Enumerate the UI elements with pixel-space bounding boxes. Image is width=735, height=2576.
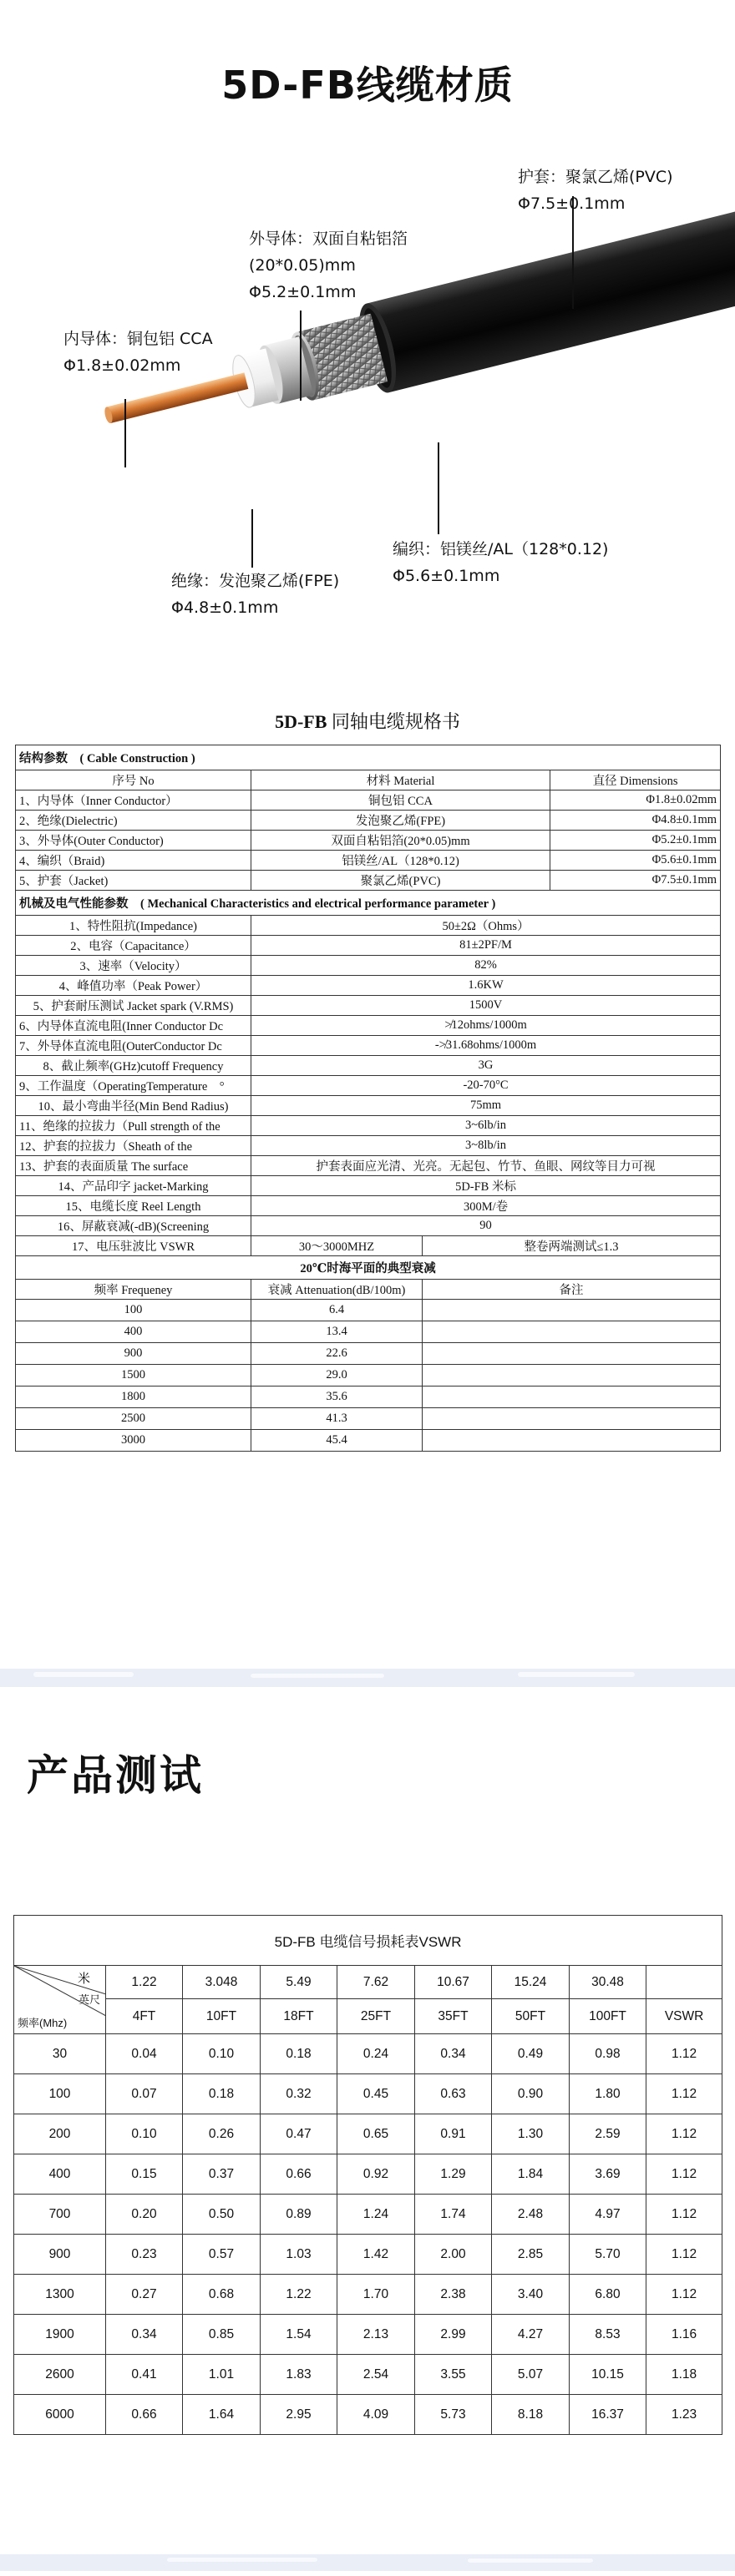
- loss-table-title: 5D-FB 电缆信号损耗表VSWR: [14, 1916, 722, 1966]
- mechanical-row: 7、外导体直流电阻(OuterConductor Dc -≯31.68ohms/1000m: [16, 1036, 721, 1056]
- jacket-layer: [352, 209, 735, 397]
- loss-row: 6000 0.66 1.64 2.95 4.09 5.73 8.18 16.37 1.23: [14, 2395, 722, 2435]
- attenuation-row: 900 22.6: [16, 1343, 721, 1365]
- mechanical-row: 8、截止频率(GHz)cutoff Frequency 3G: [16, 1056, 721, 1076]
- construction-row: 2、绝缘(Dielectric) 发泡聚乙烯(FPE) Φ4.8±0.1mm: [16, 811, 721, 831]
- outer-conductor-callout: 外导体：双面自粘铝箔 (20*0.05)mm Φ5.2±0.1mm: [249, 230, 408, 301]
- attenuation-title: 20℃时海平面的典型衰减: [16, 1256, 721, 1280]
- attenuation-row: 1500 29.0: [16, 1365, 721, 1386]
- attenuation-row: 2500 41.3: [16, 1408, 721, 1430]
- braid-callout: 编织：铝镁丝/AL（128*0.12) Φ5.6±0.1mm: [393, 540, 609, 585]
- mechanical-row: 16、屏蔽衰减(-dB)(Screening 90: [16, 1216, 721, 1236]
- mechanical-row: 1、特性阻抗(Impedance) 50±2Ω（Ohms）: [16, 916, 721, 936]
- inner-conductor-callout: 内导体：铜包铝 CCA Φ1.8±0.02mm: [63, 330, 213, 375]
- loss-row: 1900 0.34 0.85 1.54 2.13 2.99 4.27 8.53 1.16: [14, 2315, 722, 2355]
- construction-header-row: 序号 No 材料 Material 直径 Dimensions: [16, 770, 721, 790]
- attenuation-header-row: 频率 Frequeney 衰减 Attenuation(dB/100m) 备注: [16, 1280, 721, 1300]
- mechanical-title: 机械及电气性能参数 ( Mechanical Characteristics and electrical performance parameter ): [16, 891, 721, 916]
- product-test-section: [0, 1699, 735, 2576]
- construction-title: 结构参数 ( Cable Construction ): [16, 745, 721, 770]
- loss-row: 1300 0.27 0.68 1.22 1.70 2.38 3.40 6.80 1.12: [14, 2275, 722, 2315]
- mechanical-row: 11、绝缘的拉拔力（Pull strength of the 3~6lb/in: [16, 1116, 721, 1136]
- mechanical-row: 10、最小弯曲半径(Min Bend Radius) 75mm: [16, 1096, 721, 1116]
- cable-structure-section: [0, 0, 735, 684]
- feet-row: 4FT 10FT 18FT 25FT 35FT 50FT 100FT VSWR: [14, 1999, 722, 2034]
- insulation-callout: 绝缘：发泡聚乙烯(FPE) Φ4.8±0.1mm: [171, 572, 340, 617]
- loss-row: 100 0.07 0.18 0.32 0.45 0.63 0.90 1.80 1.12: [14, 2074, 722, 2114]
- loss-row: 2600 0.41 1.01 1.83 2.54 3.55 5.07 10.15 1.18: [14, 2355, 722, 2395]
- attenuation-row: 400 13.4: [16, 1321, 721, 1343]
- mechanical-row: 6、内导体直流电阻(Inner Conductor Dc ≯12ohms/1000m: [16, 1016, 721, 1036]
- attenuation-row: 100 6.4: [16, 1300, 721, 1321]
- bottom-divider: [0, 2546, 735, 2576]
- mechanical-row: 2、电容（Capacitance） 81±2PF/M: [16, 936, 721, 956]
- loss-row: 200 0.10 0.26 0.47 0.65 0.91 1.30 2.59 1.12: [14, 2114, 722, 2154]
- section-divider: [0, 1640, 735, 1699]
- loss-table: [13, 1915, 722, 2435]
- construction-row: 4、编织（Braid) 铝镁丝/AL（128*0.12) Φ5.6±0.1mm: [16, 851, 721, 871]
- spec-sheet-section: [0, 693, 735, 1678]
- construction-row: 3、外导体(Outer Conductor) 双面自粘铝箔(20*0.05)mm Φ5.2±0.1mm: [16, 831, 721, 851]
- attenuation-row: 3000 45.4: [16, 1430, 721, 1452]
- mechanical-row: 15、电缆长度 Reel Length 300M/卷: [16, 1196, 721, 1216]
- loss-row: 400 0.15 0.37 0.66 0.92 1.29 1.84 3.69 1.12: [14, 2154, 722, 2195]
- construction-row: 1、内导体（Inner Conductor） 铜包铝 CCA Φ1.8±0.02mm: [16, 790, 721, 811]
- spec-heading: 5D-FB 同轴电缆规格书: [275, 711, 460, 732]
- mechanical-row: 5、护套耐压测试 Jacket spark (V.RMS) 1500V: [16, 996, 721, 1016]
- meter-row: 米 英尺 频率(Mhz) 1.22 3.048 5.49 7.62 10.67 15.24 30.48: [14, 1966, 722, 1999]
- spec-table: [15, 745, 721, 1452]
- attenuation-row: 1800 35.6: [16, 1386, 721, 1408]
- construction-row: 5、护套（Jacket) 聚氯乙烯(PVC) Φ7.5±0.1mm: [16, 871, 721, 891]
- test-section-title: 产品测试: [27, 1751, 204, 1800]
- loss-row: 700 0.20 0.50 0.89 1.24 1.74 2.48 4.97 1.12: [14, 2195, 722, 2235]
- vswr-row: 17、电压驻波比 VSWR 30～3000MHZ 整卷两端测试≤1.3: [16, 1236, 721, 1256]
- mechanical-row: 4、峰值功率（Peak Power） 1.6KW: [16, 976, 721, 996]
- loss-row: 900 0.23 0.57 1.03 1.42 2.00 2.85 5.70 1.12: [14, 2235, 722, 2275]
- cable-title: 5D-FB线缆材质: [221, 63, 514, 108]
- loss-row: 30 0.04 0.10 0.18 0.24 0.34 0.49 0.98 1.12: [14, 2034, 722, 2074]
- jacket-callout: 护套：聚氯乙烯(PVC) Φ7.5±0.1mm: [518, 168, 673, 213]
- corner-header-cell: 米 英尺 频率(Mhz): [14, 1966, 106, 2034]
- mechanical-row: 12、护套的拉拔力（Sheath of the 3~8lb/in: [16, 1136, 721, 1156]
- mechanical-row: 3、速率（Velocity） 82%: [16, 956, 721, 976]
- mechanical-row: 14、产品印字 jacket-Marking 5D-FB 米标: [16, 1176, 721, 1196]
- mechanical-row: 9、工作温度（OperatingTemperature ° -20-70°C: [16, 1076, 721, 1096]
- mechanical-row: 13、护套的表面质量 The surface 护套表面应光清、光亮。无起包、竹节、鱼眼、网纹等目力可视: [16, 1156, 721, 1176]
